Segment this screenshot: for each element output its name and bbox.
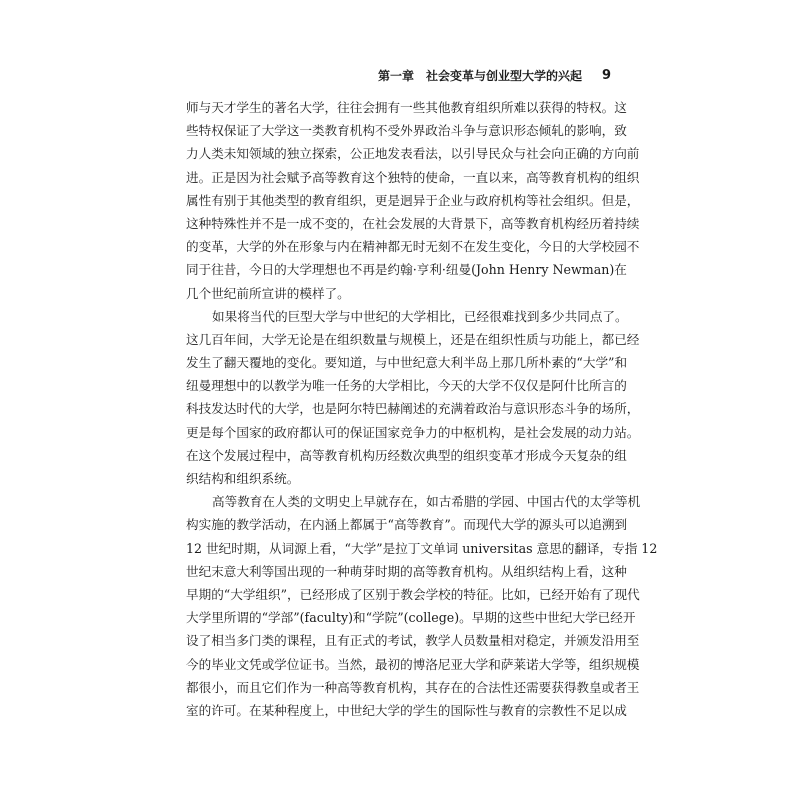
text-line: 纽曼理想中的以教学为唯一任务的大学相比，今天的大学不仅仅是阿什比所言的 <box>186 378 627 394</box>
paragraph <box>186 305 640 491</box>
chapter-title: 第一章 社会变革与创业型大学的兴起 <box>377 68 582 83</box>
text-line: 进。正是因为社会赋予高等教育这个独特的使命，一直以来，高等教育机构的组织 <box>186 169 640 185</box>
text-line: 世纪末意大利等国出现的一种萌芽时期的高等教育机构。从组织结构上看，这种 <box>186 563 627 579</box>
text-line: 些特权保证了大学这一类教育机构不受外界政治斗争与意识形态倾轧的影响，致 <box>186 123 627 139</box>
text-line: 发生了翻天覆地的变化。要知道，与中世纪意大利半岛上那几所朴素的“大学”和 <box>186 355 628 371</box>
text-line: 早期的“大学组织”，已经形成了区别于教会学校的特征。比如，已经开始有了现代 <box>186 586 640 602</box>
text-line: 这几百年间，大学无论是在组织数量与规模上，还是在组织性质与功能上，都已经 <box>186 331 640 347</box>
text-line: 12 世纪时期，从词源上看，“大学”是拉丁文单词 universitas 意思的翻译，专指 12 <box>186 540 658 556</box>
text-line: 高等教育在人类的文明史上早就存在，如古希腊的学园、中国古代的太学等机 <box>212 494 641 510</box>
running-head <box>377 62 614 88</box>
text-line: 几个世纪前所宣讲的模样了。 <box>186 285 350 301</box>
text-line: 织结构和组织系统。 <box>186 471 300 486</box>
text-line: 更是每个国家的政府都认可的保证国家竞争力的中枢机构，是社会发展的动力站。 <box>186 424 640 440</box>
page-number: 9 <box>602 67 612 83</box>
text-line: 的变革，大学的外在形象与内在精神都无时无刻不在发生变化，今日的大学校园不 <box>186 239 640 255</box>
text-line: 构实施的教学活动，在内涵上都属于“高等教育”。而现代大学的源头可以追溯到 <box>186 517 628 533</box>
text-line: 今的毕业文凭或学位证书。当然，最初的博洛尼亚大学和萨莱诺大学等，组织规模 <box>186 656 640 672</box>
text-line: 都很小，而且它们作为一种高等教育机构，其存在的合法性还需要获得教皇或者王 <box>186 679 640 695</box>
text-line: 同于往昔，今日的大学理想也不再是约翰·亨利·纽曼(John Henry Newman)在 <box>186 262 627 278</box>
text-line: 设了相当多门类的课程，且有正式的考试，教学人员数量相对稳定，并颁发沿用至 <box>186 633 640 649</box>
paragraph <box>186 96 640 305</box>
text-line: 如果将当代的巨型大学与中世纪的大学相比，已经很难找到多少共同点了。 <box>212 308 628 324</box>
text-line: 大学里所谓的“学部”(faculty)和“学院”(college)。早期的这些中世纪大学已经开 <box>186 610 636 626</box>
paragraph <box>186 490 658 722</box>
text-line: 这种特殊性并不是一成不变的，在社会发展的大背景下，高等教育机构经历着持续 <box>186 215 640 231</box>
text-line: 在这个发展过程中，高等教育机构历经数次典型的组织变革才形成今天复杂的组 <box>186 447 627 463</box>
text-line: 师与天才学生的著名大学，往往会拥有一些其他教育组织所难以获得的特权。这 <box>186 100 627 115</box>
text-line: 属性有别于其他类型的教育组织，更是迥异于企业与政府机构等社会组织。但是， <box>186 192 640 208</box>
text-line: 科技发达时代的大学，也是阿尔特巴赫阐述的充满着政治与意识形态斗争的场所， <box>186 401 640 417</box>
text-line: 力人类未知领域的独立探索，公正地发表看法，以引导民众与社会向正确的方向前 <box>186 146 640 162</box>
body-text <box>186 96 658 722</box>
text-line: 室的许可。在某种程度上，中世纪大学的学生的国际性与教育的宗教性不足以成 <box>186 702 627 718</box>
